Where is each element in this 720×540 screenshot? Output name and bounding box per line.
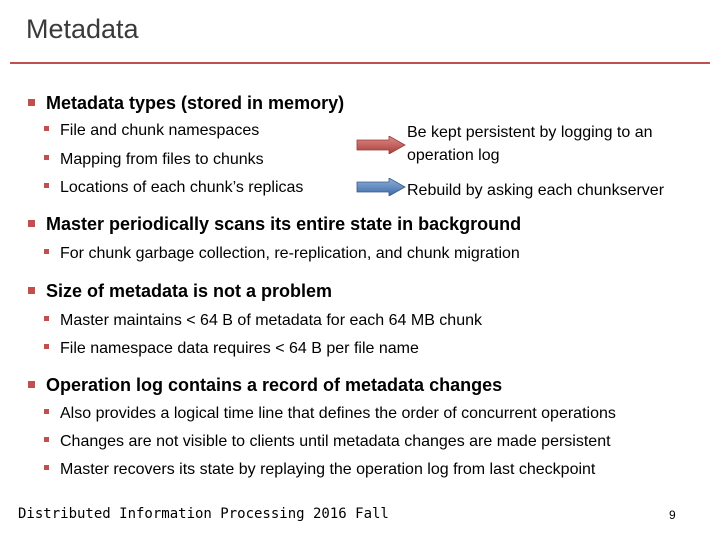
sub-bullet: For chunk garbage collection, re-replication, and chunk migration — [44, 245, 520, 263]
bullet-metadata-types: Metadata types (stored in memory) — [28, 93, 344, 114]
bullet-square-icon — [44, 465, 49, 470]
sub-bullet: Mapping from files to chunks — [44, 151, 264, 169]
sub-bullet: File and chunk namespaces — [44, 122, 259, 140]
bullet-square-icon — [44, 126, 49, 131]
bullet-square-icon — [44, 249, 49, 254]
right-arrow-icon — [356, 178, 406, 196]
bullet-square-icon — [44, 437, 49, 442]
sub-bullet: Also provides a logical time line that defines the order of concurrent operations — [44, 405, 616, 423]
sub-bullet: Locations of each chunk’s replicas — [44, 179, 303, 197]
bullet-square-icon — [44, 183, 49, 188]
bullet-metadata-size: Size of metadata is not a problem — [28, 281, 332, 302]
right-arrow-icon — [356, 136, 406, 154]
title-divider — [10, 62, 710, 64]
bullet-master-scans: Master periodically scans its entire state in background — [28, 214, 521, 235]
bullet-square-icon — [44, 155, 49, 160]
note-rebuild: Rebuild by asking each chunkserver — [407, 182, 665, 199]
note-persistent: Be kept persistent by logging to an operation log — [407, 124, 653, 164]
footer-course: Distributed Information Processing 2016 Fall — [18, 506, 389, 522]
bullet-square-icon — [28, 99, 35, 106]
bullet-square-icon — [28, 287, 35, 294]
bullet-square-icon — [44, 409, 49, 414]
bullet-square-icon — [28, 220, 35, 227]
slide-title: Metadata — [26, 14, 139, 44]
sub-bullet: Changes are not visible to clients until metadata changes are made persistent — [44, 433, 611, 451]
bullet-square-icon — [28, 381, 35, 388]
bullet-square-icon — [44, 316, 49, 321]
sub-bullet: File namespace data requires < 64 B per file name — [44, 340, 419, 358]
bullet-operation-log: Operation log contains a record of metadata changes — [28, 375, 502, 396]
sub-bullet: Master maintains < 64 B of metadata for each 64 MB chunk — [44, 312, 482, 330]
bullet-square-icon — [44, 344, 49, 349]
page-number: 9 — [669, 508, 676, 522]
sub-bullet: Master recovers its state by replaying the operation log from last checkpoint — [44, 461, 595, 479]
